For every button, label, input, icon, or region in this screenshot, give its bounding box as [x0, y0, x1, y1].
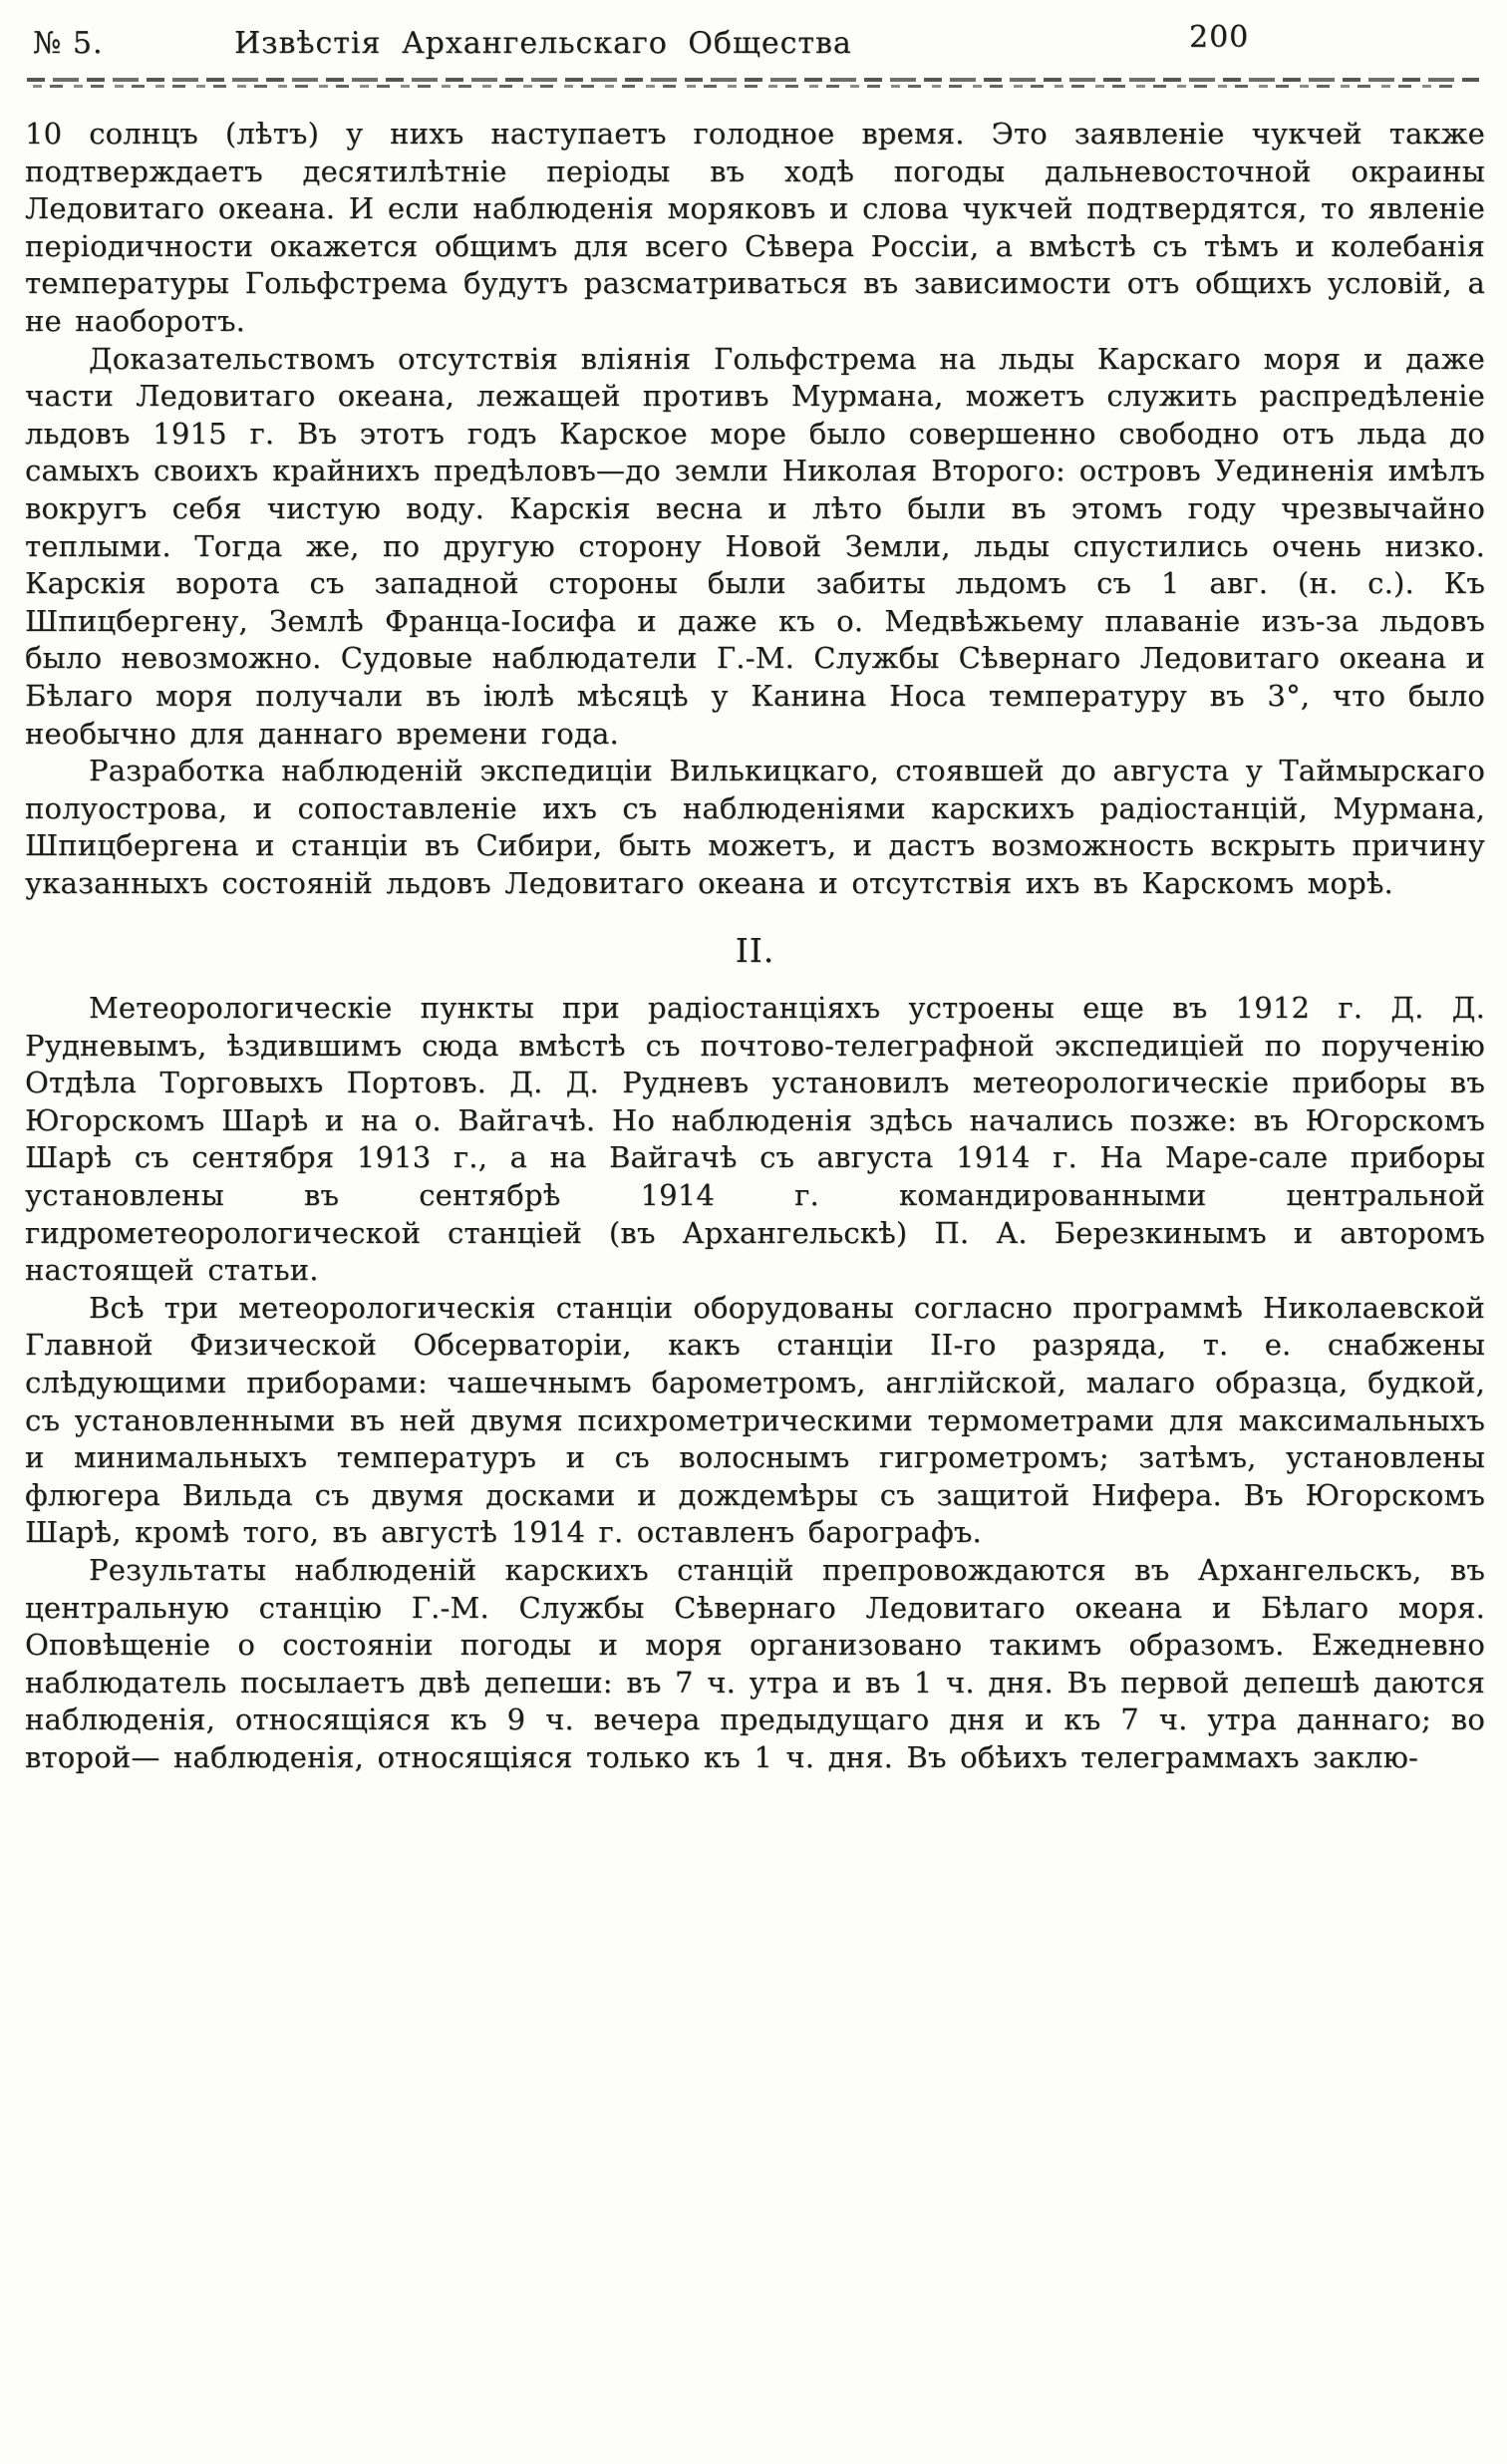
paragraph: Метеорологическіе пункты при радіостанціяхъ устроены еще въ 1912 г. Д. Д. Рудневымъ, ѣздившимъ сюда вмѣстѣ съ почтово-телеграфной экспедиціей по порученію Отдѣла Торговыхъ Портовъ. Д. Д. Рудневъ установилъ метеорологическіе приборы въ Югорскомъ Шарѣ и на о. Вайгачѣ. Но наблюденія здѣсь начались позже: въ Югорскомъ Шарѣ съ сентября 1913 г., а на Вайгачѣ съ августа 1914 г. На Маре-сале приборы установлены въ сентябрѣ 1914 г. командированными центральной гидрометеорологической станціей (въ Архангельскѣ) П. А. Березкинымъ и авторомъ настоящей статьи.	[25, 991, 1485, 1288]
paragraph: Доказательствомъ отсутствія вліянія Гольфстрема на льды Карскаго моря и даже части Ледовитаго океана, лежащей противъ Мурмана, можетъ служить распредѣленіе льдовъ 1915 г. Въ этотъ годъ Карское море было совершенно свободно отъ льда до самыхъ своихъ крайнихъ предѣловъ—до земли Николая Второго: островъ Уединенія имѣлъ вокругъ себя чистую воду. Карскія весна и лѣто были въ этомъ году чрезвычайно теплыми. Тогда же, по другую сторону Новой Земли, льды спустились очень низко. Карскія ворота съ западной стороны были забиты льдомъ съ 1 авг. (н. с.). Къ Шпицбергену, Землѣ Франца-Іосифа и даже къ о. Медвѣжьему плаваніе изъ-за льдовъ было невозможно. Судовые наблюдатели Г.-М. Службы Сѣвернаго Ледовитаго океана и Бѣлаго моря получали въ іюлѣ мѣсяцѣ у Канина Носа температуру въ 3°, что было необычно для даннаго времени года.	[25, 341, 1485, 751]
article-body	[25, 116, 1485, 1777]
paragraph: 10 солнцъ (лѣтъ) у нихъ наступаетъ голодное время. Это заявленіе чукчей также подтверждаетъ десятилѣтніе періоды въ ходѣ погоды дальневосточной окраины Ледовитаго океана. И если наблюденія моряковъ и слова чукчей подтвердятся, то явленіе періодичности окажется общимъ для всего Сѣвера Россіи, а вмѣстѣ съ тѣмъ и колебанія температуры Гольфстрема будутъ разсматриваться въ зависимости отъ общихъ условій, а не наоборотъ.	[25, 117, 1485, 338]
page-number: 200	[1189, 20, 1250, 55]
paragraph: Результаты наблюденій карскихъ станцій препровождаются въ Архангельскъ, въ центральную станцію Г.-М. Службы Сѣвернаго Ледовитаго океана и Бѣлаго моря. Оповѣщеніе о состояніи погоды и моря организовано такимъ образомъ. Ежедневно наблюдатель посылаетъ двѣ депеши: въ 7 ч. утра и въ 1 ч. дня. Въ первой депешѣ даются наблюденія, относящіяся къ 9 ч. вечера предыдущаго дня и къ 7 ч. утра даннаго; во второй— наблюденія, относящіяся только къ 1 ч. дня. Въ обѣихъ телеграммахъ заклю-	[25, 1552, 1485, 1774]
section-heading: II.	[735, 931, 775, 971]
header-rule	[27, 78, 1479, 90]
issue-number: № 5.	[33, 26, 104, 61]
paragraph: Разработка наблюденій экспедиціи Вилькицкаго, стоявшей до августа у Таймырскаго полуострова, и сопоставленіе ихъ съ наблюденіями карскихъ радіостанцій, Мурмана, Шпицбергена и станціи въ Сибири, быть можетъ, и дастъ возможность вскрыть причину указанныхъ состояній льдовъ Ледовитаго океана и отсутствія ихъ въ Карскомъ морѣ.	[25, 754, 1485, 900]
paragraph: Всѣ три метеорологическія станціи оборудованы согласно программѣ Николаевской Главной Физической Обсерваторіи, какъ станціи II-го разряда, т. е. снабжены слѣдующими приборами: чашечнымъ барометромъ, англійской, малаго образца, будкой, съ установленными въ ней двумя психрометрическими термометрами для максимальныхъ и минимальныхъ температуръ и съ волоснымъ гигрометромъ; затѣмъ, установлены флюгера Вильда съ двумя досками и дождемѣры съ защитой Нифера. Въ Югорскомъ Шарѣ, кромѣ того, въ августѣ 1914 г. оставленъ барографъ.	[25, 1290, 1485, 1550]
running-head	[25, 18, 1485, 70]
journal-title: Извѣстія Архангельскаго Общества	[234, 26, 852, 61]
